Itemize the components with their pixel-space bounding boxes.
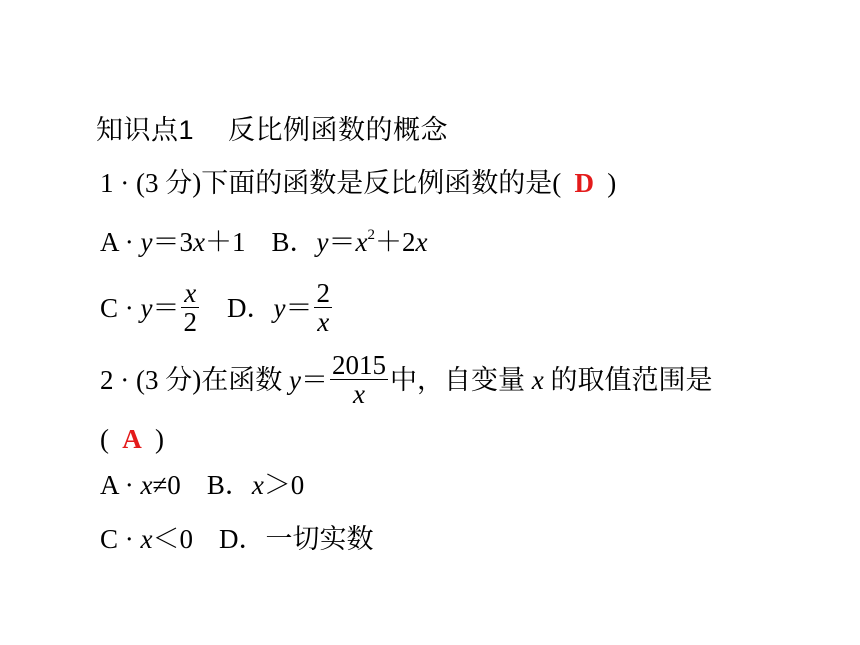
q1-option-c-numerator: x <box>181 279 199 308</box>
q1-option-b-exponent: 2 <box>367 227 375 243</box>
question-2-stem <box>100 350 713 412</box>
heading-title: 反比例函数的概念 <box>228 115 449 145</box>
q2-options-cd <box>100 526 373 553</box>
q1-option-d-prefix: D． <box>226 293 274 324</box>
q2-option-d-text: 一切实数 <box>265 524 374 554</box>
q2-option-a-prefix: A · <box>100 470 141 500</box>
q1-option-a-x: x <box>192 227 205 257</box>
q1-option-d-y: y <box>273 293 286 324</box>
q1-option-b-prefix: B． <box>271 227 317 257</box>
q2-option-b-x: x <box>251 470 264 500</box>
q1-option-d-fraction <box>314 279 332 337</box>
q2-stem-a: 2 · (3 分)在函数 <box>100 365 289 396</box>
q1-option-c-fraction <box>181 279 199 337</box>
q1-close-paren: ) <box>607 168 617 198</box>
q2-numerator: 2015 <box>331 350 386 380</box>
q1-option-c-eq: ＝ <box>152 293 180 324</box>
q2-answer-line <box>100 426 164 453</box>
q2-option-c-prefix: C · <box>100 524 141 554</box>
q1-option-a-y: y <box>140 227 153 257</box>
q2-answer: A <box>122 424 142 454</box>
q1-option-d-numerator: 2 <box>316 278 330 308</box>
q1-option-b <box>271 227 427 257</box>
q2-denominator: x <box>352 379 365 410</box>
q1-answer: D <box>574 168 594 198</box>
q2-stem-b: 中，自变量 <box>389 365 532 396</box>
q1-stem-text: 1 · (3 分)下面的函数是反比例函数的是( <box>100 168 562 198</box>
section-heading <box>96 108 448 147</box>
q2-option-a <box>100 470 181 500</box>
q1-option-a-rest: ＋1 <box>204 227 246 257</box>
q1-options-ab <box>100 228 427 256</box>
q2-option-b-prefix: B． <box>206 470 252 500</box>
q2-option-c <box>100 524 193 554</box>
q2-option-b-rest: ＞0 <box>263 470 305 500</box>
q1-option-a <box>100 227 245 257</box>
q2-x: x <box>531 365 544 396</box>
q2-y: y <box>288 365 301 396</box>
q1-option-c <box>100 278 201 338</box>
q2-option-c-rest: ＜0 <box>152 524 193 554</box>
q1-option-d-eq: ＝ <box>285 293 313 324</box>
q2-stem-c: 的取值范围是 <box>543 365 713 396</box>
q1-option-d-denominator: x <box>317 307 330 338</box>
q1-option-b-x2: x <box>415 227 428 257</box>
q2-option-a-rest: ≠0 <box>152 470 181 500</box>
q2-option-b <box>207 470 305 500</box>
q1-option-d <box>226 278 334 338</box>
question-1-stem <box>100 170 616 197</box>
q2-eq: ＝ <box>300 365 328 396</box>
q1-option-c-denominator: 2 <box>183 307 197 338</box>
q1-option-b-x: x <box>355 227 368 257</box>
q2-open-paren: ( <box>100 424 109 454</box>
q1-option-c-prefix: C · <box>100 293 141 324</box>
q2-option-c-x: x <box>140 524 153 554</box>
q1-option-a-eq: ＝3 <box>152 227 193 257</box>
q2-fraction <box>330 351 388 409</box>
q2-option-d-prefix: D． <box>218 524 266 554</box>
q1-option-a-prefix: A · <box>100 227 141 257</box>
q2-option-a-x: x <box>140 470 153 500</box>
q1-option-c-y: y <box>140 293 153 324</box>
q2-option-d <box>219 524 374 554</box>
q1-option-b-y: y <box>316 227 329 257</box>
heading-label: 知识点1 <box>96 115 195 145</box>
q1-options-cd <box>100 278 334 340</box>
q1-option-b-mid: ＋2 <box>374 227 416 257</box>
q2-close-paren: ) <box>155 424 164 454</box>
q1-option-b-eq: ＝ <box>328 227 356 257</box>
q2-options-ab <box>100 472 304 499</box>
